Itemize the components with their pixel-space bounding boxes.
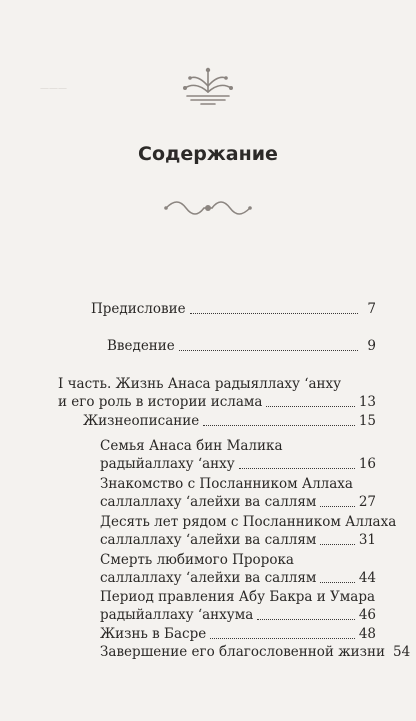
toc-sub-5-line1[interactable]: Период правления Абу Бакра и Умара — [100, 589, 376, 605]
toc-label: саллаллаху ‘алейхи ва саллям — [100, 570, 317, 586]
toc-label: Жизнеописание — [83, 413, 200, 429]
toc-sub-1[interactable] — [100, 455, 376, 473]
toc-label: Введение — [107, 338, 175, 354]
toc-label: Завершение его благословенной жизни — [100, 644, 385, 660]
toc-label: Предисловие — [91, 301, 186, 317]
toc-entry-part1[interactable] — [58, 393, 376, 411]
toc-sub-6[interactable] — [100, 625, 376, 643]
leader-dots — [203, 425, 355, 426]
toc-page-number: 7 — [367, 301, 376, 317]
page-title: Содержание — [138, 143, 278, 165]
toc-label: Жизнь в Басре — [100, 626, 207, 642]
toc-sub-2[interactable] — [100, 493, 376, 511]
toc-label: радыйаллаху ‘анхума — [100, 607, 254, 623]
leader-dots — [179, 350, 358, 351]
fleur-ornament-icon — [177, 66, 239, 106]
toc-sub-1-line1[interactable]: Семья Анаса бин Малика — [100, 438, 283, 454]
toc-sub-4[interactable] — [100, 569, 376, 587]
toc-page-number: 15 — [358, 413, 376, 429]
toc-page-number: 54 — [392, 644, 411, 660]
toc-sub-3-line1[interactable]: Десять лет рядом с Посланником Аллаха — [100, 514, 397, 530]
toc-label: саллаллаху ‘алейхи ва саллям — [100, 532, 317, 548]
toc-page-number: 44 — [358, 570, 376, 586]
leader-dots — [320, 544, 354, 545]
toc-page-number: 9 — [367, 338, 376, 354]
toc-label: саллаллаху ‘алейхи ва саллям — [100, 494, 317, 510]
vine-divider-icon — [162, 197, 254, 219]
toc-page-number: 13 — [358, 394, 376, 410]
toc-sub-4-line1[interactable]: Смерть любимого Пророка — [100, 552, 294, 568]
toc-page-number: 31 — [358, 532, 376, 548]
toc-page-number: 27 — [358, 494, 376, 510]
toc-entry-preface[interactable] — [91, 300, 376, 318]
toc-label: и его роль в истории ислама — [58, 394, 263, 410]
bleed-through-mark: ——— — [40, 84, 67, 94]
toc-sub-5[interactable] — [100, 606, 376, 624]
toc-page-number: 48 — [358, 626, 376, 642]
toc-page-number: 46 — [358, 607, 376, 623]
leader-dots — [190, 313, 358, 314]
leader-dots — [257, 619, 355, 620]
leader-dots — [210, 638, 355, 639]
toc-page-number: 16 — [358, 456, 376, 472]
toc-entry-bio[interactable] — [83, 412, 376, 430]
leader-dots — [239, 468, 355, 469]
leader-dots — [320, 582, 354, 583]
leader-dots — [320, 506, 354, 507]
toc-sub-7[interactable] — [100, 643, 411, 661]
toc-entry-part1-line1[interactable]: I часть. Жизнь Анаса радыяллаху ‘анху — [58, 376, 342, 392]
toc-label: радыйаллаху ‘анху — [100, 456, 235, 472]
leader-dots — [266, 406, 354, 407]
title-divider — [0, 197, 416, 219]
toc-sub-2-line1[interactable]: Знакомство с Посланником Аллаха — [100, 476, 353, 492]
toc-sub-3[interactable] — [100, 531, 376, 549]
toc-entry-intro[interactable] — [107, 337, 376, 355]
